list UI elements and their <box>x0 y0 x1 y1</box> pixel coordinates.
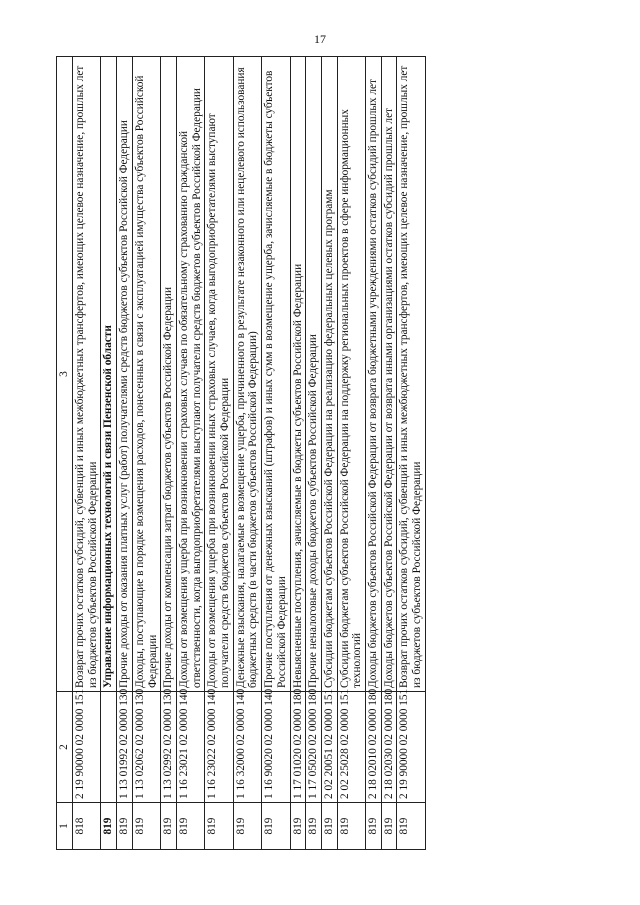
budget-code-cell: 1 17 05020 02 0000 180 <box>306 692 322 803</box>
budget-code-cell: 1 13 02992 02 0000 130 <box>161 692 177 803</box>
budget-code-cell: 1 17 01020 02 0000 180 <box>290 692 306 803</box>
budget-code-cell: 2 18 02010 02 0000 180 <box>366 692 382 803</box>
budget-code-cell: 2 19 90000 02 0000 151 <box>73 692 101 803</box>
revenue-name-cell: Возврат прочих остатков субсидий, субвенций и иных межбюджетных трансфертов, имеющих целевое назначение, прошлых лет из бюджетов субъектов Российской Федерации <box>397 57 425 692</box>
admin-code-cell: 819 <box>290 803 306 850</box>
table-row <box>366 57 382 850</box>
revenue-name-cell: Прочие доходы от оказания платных услуг (работ) получателями средств бюджетов субъектов Российской Федерации <box>117 57 133 692</box>
revenue-name-cell: Доходы от возмещения ущерба при возникновении страховых случаев по обязательному страхованию гражданской ответственности, когда выгодоприобретателями выступают получатели средств бюджетов субъектов Российской Федерации <box>176 57 204 692</box>
table-row <box>321 57 337 850</box>
table-row <box>262 57 290 850</box>
budget-code-cell: 2 02 20051 02 0000 151 <box>321 692 337 803</box>
admin-code-cell: 819 <box>366 803 382 850</box>
revenue-name-cell: Прочие поступления от денежных взысканий (штрафов) и иных сумм в возмещение ущерба, зачисляемые в бюджеты субъектов Российской Федерации <box>262 57 290 692</box>
column-header-1: 1 <box>57 803 73 850</box>
revenue-name-cell: Доходы бюджетов субъектов Российской Федерации от возврата бюджетными учреждениями остатков субсидий прошлых лет <box>366 57 382 692</box>
admin-code-cell: 819 <box>381 803 397 850</box>
budget-code-cell: 2 19 90000 02 0000 151 <box>397 692 425 803</box>
revenue-name-cell: Доходы от возмещения ущерба при возникновении иных страховых случаев, когда выгодоприобретателями выступают получатели средств бюджетов субъектов Российской Федерации <box>205 57 233 692</box>
budget-code-cell <box>101 692 117 803</box>
table-row <box>101 57 117 850</box>
revenue-name-cell: Управление информационных технологий и связи Пензенской области <box>101 57 117 692</box>
admin-code-cell: 819 <box>176 803 204 850</box>
admin-code-cell: 819 <box>205 803 233 850</box>
table-row <box>337 57 365 850</box>
column-header-2: 2 <box>57 692 73 803</box>
budget-code-cell: 1 16 90020 02 0000 140 <box>262 692 290 803</box>
page-number: 17 <box>314 32 326 46</box>
admin-code-cell: 819 <box>101 803 117 850</box>
admin-code-cell: 819 <box>397 803 425 850</box>
table-body <box>73 57 426 850</box>
table-row <box>205 57 233 850</box>
revenue-name-cell: Денежные взыскания, налагаемые в возмещение ущерба, причиненного в результате незаконного или нецелевого использования бюджетных средств (в части бюджетов субъектов Российской Федерации) <box>233 57 261 692</box>
table-row <box>132 57 160 850</box>
table-row <box>381 57 397 850</box>
budget-code-cell: 1 13 01992 02 0000 130 <box>117 692 133 803</box>
column-header-3: 3 <box>57 57 73 692</box>
budget-code-cell: 2 18 02030 02 0000 180 <box>381 692 397 803</box>
budget-code-cell: 1 16 23022 02 0000 140 <box>205 692 233 803</box>
admin-code-cell: 818 <box>73 803 101 850</box>
table-row <box>397 57 425 850</box>
admin-code-cell: 819 <box>321 803 337 850</box>
admin-code-cell: 819 <box>132 803 160 850</box>
table-row <box>290 57 306 850</box>
admin-code-cell: 819 <box>233 803 261 850</box>
rotated-table-container <box>56 56 564 850</box>
revenue-name-cell: Прочие доходы от компенсации затрат бюджетов субъектов Российской Федерации <box>161 57 177 692</box>
table-header-row <box>57 57 73 850</box>
revenue-name-cell: Доходы бюджетов субъектов Российской Федерации от возврата иными организациями остатков субсидий прошлых лет <box>381 57 397 692</box>
revenue-name-cell: Возврат прочих остатков субсидий, субвенций и иных межбюджетных трансфертов, имеющих целевое назначение, прошлых лет из бюджетов субъектов Российской Федерации <box>73 57 101 692</box>
admin-code-cell: 819 <box>262 803 290 850</box>
revenue-name-cell: Прочие неналоговые доходы бюджетов субъектов Российской Федерации <box>306 57 322 692</box>
revenue-codes-table <box>56 56 426 850</box>
admin-code-cell: 819 <box>161 803 177 850</box>
table-row <box>306 57 322 850</box>
budget-code-cell: 1 16 23021 02 0000 140 <box>176 692 204 803</box>
admin-code-cell: 819 <box>337 803 365 850</box>
revenue-name-cell: Субсидии бюджетам субъектов Российской Федерации на реализацию федеральных целевых программ <box>321 57 337 692</box>
revenue-name-cell: Доходы, поступающие в порядке возмещения расходов, понесенных в связи с эксплуатацией имущества субъектов Российской Федерации <box>132 57 160 692</box>
budget-code-cell: 1 16 32000 02 0000 140 <box>233 692 261 803</box>
budget-code-cell: 1 13 02062 02 0000 130 <box>132 692 160 803</box>
revenue-name-cell: Невыясненные поступления, зачисляемые в бюджеты субъектов Российской Федерации <box>290 57 306 692</box>
budget-code-cell: 2 02 25028 02 0000 151 <box>337 692 365 803</box>
table-row <box>117 57 133 850</box>
revenue-name-cell: Субсидии бюджетам субъектов Российской Федерации на поддержку региональных проектов в сфере информационных технологий <box>337 57 365 692</box>
table-row <box>73 57 101 850</box>
admin-code-cell: 819 <box>306 803 322 850</box>
table-row <box>161 57 177 850</box>
table-row <box>176 57 204 850</box>
admin-code-cell: 819 <box>117 803 133 850</box>
table-row <box>233 57 261 850</box>
